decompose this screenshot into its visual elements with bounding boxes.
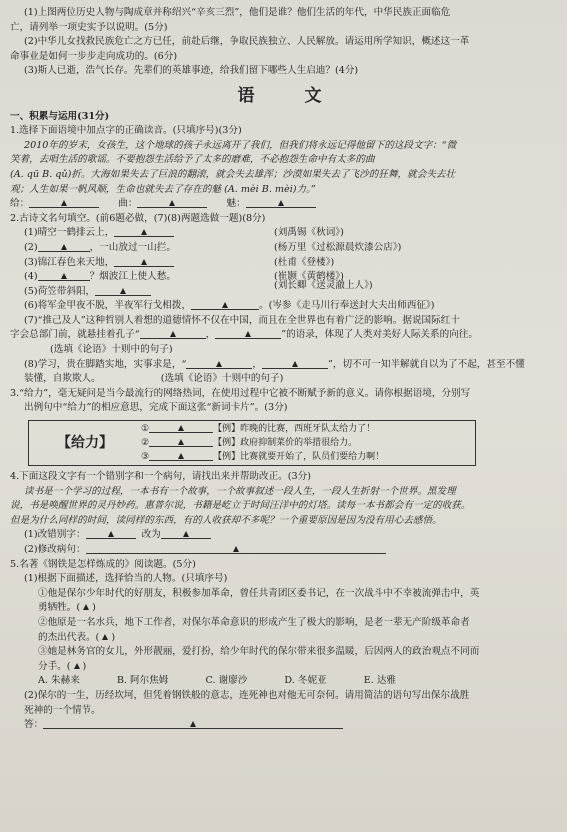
q4-passage-3: 但是为什么同样的时间，读同样的东西，有的人收获却不多呢？一个重要原因是因为没有用心去感悟。 bbox=[10, 514, 442, 526]
history-q2b: 命事业是如何一步步走向成功的。(6分) bbox=[10, 50, 178, 62]
triangle-icon bbox=[278, 200, 284, 206]
triangle-icon bbox=[233, 546, 239, 552]
card-line: ② 【例】政府抑制菜价的举措很给力。 bbox=[141, 438, 358, 449]
answer-blank[interactable] bbox=[149, 436, 213, 447]
triangle-icon bbox=[141, 259, 147, 265]
q5-choices bbox=[10, 674, 553, 689]
answer-blank[interactable] bbox=[95, 285, 151, 296]
triangle-icon bbox=[141, 229, 147, 235]
choice: E. 达雅 bbox=[363, 675, 397, 687]
card-line: ① 【例】昨晚的比赛，西班牙队太给力了！ bbox=[141, 424, 376, 435]
q1-answer-label: 给： bbox=[10, 198, 30, 210]
triangle-icon bbox=[120, 288, 126, 294]
q2-item-8c: 装懂，自欺欺人。 (选填《论语》十则中的句子) bbox=[24, 373, 284, 385]
triangle-icon bbox=[292, 361, 298, 367]
q5-option-3b: 分手。( ) bbox=[38, 660, 87, 672]
triangle-icon bbox=[178, 425, 184, 431]
triangle-icon bbox=[190, 721, 196, 727]
history-q1a: (1)上图两位历史人物与陶成章并称绍兴“辛亥三烈”，他们是谁？他们生活的年代，中华民族正面临危 bbox=[24, 7, 451, 18]
choice: D. 冬妮亚 bbox=[284, 675, 327, 687]
choice: C. 谢廖沙 bbox=[205, 675, 248, 687]
choice: A. 朱赫来 bbox=[38, 675, 80, 687]
q1-answer-label: 曲： bbox=[118, 198, 138, 210]
q2-stem: 2.古诗文名句填空。(前6题必做，(7)(8)两题选做一题)(8分) bbox=[10, 212, 266, 224]
q4-answer-1: (1)改错别字： 改为 bbox=[10, 528, 553, 543]
triangle-icon bbox=[178, 439, 184, 445]
q5-option-1b: 勇牺牲。( ) bbox=[38, 602, 96, 614]
triangle-icon bbox=[108, 531, 114, 537]
q3-stem-1: 3.“给力”，毫无疑问是当今最流行的网络热词，在使用过程中它被不断赋予新的意义。请你根据语境，分别写 bbox=[10, 387, 471, 399]
triangle-icon bbox=[169, 200, 175, 206]
answer-blank[interactable] bbox=[246, 197, 316, 208]
triangle-icon bbox=[222, 302, 228, 308]
q5-option-3a: ③她是林务官的女儿，外形靓丽，爱打扮，给少年时代的保尔带来很多温暖，后因两人的政治观点不同而 bbox=[38, 646, 480, 658]
triangle-icon bbox=[216, 361, 222, 367]
q2-item: (1)晴空一鹤排云上， (刘禹锡《秋词》) bbox=[24, 227, 344, 239]
triangle-icon bbox=[245, 331, 251, 337]
history-q2a: (2)中华儿女找救民族危亡之方已任，前赴后继，争取民族独立、人民解放。请运用所学知识，概述这一革 bbox=[24, 36, 470, 48]
q2-item-7d: (选填《论语》十则中的句子) bbox=[50, 344, 173, 356]
q5-sub-2a: (2)保尔的一生，历经坎坷，但凭着钢铁般的意志，连死神也对他无可奈何。请用简洁的语句写出保尔战胜 bbox=[24, 689, 470, 701]
q2-item: (4) ？烟波江上使人愁。 (崔颢《黄鹤楼》) bbox=[24, 271, 344, 283]
answer-blank[interactable] bbox=[191, 299, 259, 310]
q4-stem: 4.下面这段文字有一个错别字和一个病句，请找出来并帮助改正。(3分) bbox=[10, 471, 311, 483]
q2-item: (2) ，一山放过一山拦。 (杨万里《过松源晨炊漆公店》) bbox=[24, 241, 402, 253]
triangle-icon[interactable] bbox=[83, 604, 89, 610]
answer-blank[interactable] bbox=[38, 270, 90, 281]
q5-answer: 答： bbox=[10, 718, 553, 733]
triangle-icon bbox=[183, 531, 189, 537]
q1-passage-3: (A. qū B. qǔ)折。大海如果失去了巨浪的翻滚，就会失去雄浑；沙漠如果失去了飞沙的狂舞，就会失去壮 bbox=[10, 168, 456, 180]
triangle-icon bbox=[61, 244, 67, 250]
q1-passage-4: 观；人生如果一帆风顺，生命也就失去了存在的魅 (A. mèi B. mèi)力。” bbox=[10, 183, 316, 195]
answer-blank[interactable] bbox=[29, 197, 99, 208]
q1-passage-1: 2010年的岁末，女孩生，这个地球的孩子永远离开了我们，但我们将永远记得他留下的这段文字：“微 bbox=[24, 139, 457, 151]
card-title: 【给力】 bbox=[57, 434, 113, 451]
triangle-icon[interactable] bbox=[102, 634, 108, 640]
answer-blank[interactable] bbox=[38, 241, 90, 252]
page-title: 语 文 bbox=[237, 85, 344, 106]
answer-blank[interactable] bbox=[114, 256, 174, 267]
triangle-icon bbox=[178, 453, 184, 459]
triangle-icon[interactable] bbox=[74, 663, 80, 669]
q1-passage-2: 笑着，去唱生活的歌谣。不要抱怨生活给予了太多的磨难，不必抱怨生命中有太多的曲 bbox=[10, 154, 375, 166]
choice: B. 阿尔焦姆 bbox=[116, 675, 169, 687]
q5-option-2a: ②他原是一名水兵，地下工作者，对保尔革命意识的形成产生了极大的影响，是老一辈无产阶级革命者 bbox=[38, 616, 470, 628]
triangle-icon bbox=[61, 200, 67, 206]
q4-passage-2: 说，书是唤醒世界的灵丹妙药。惠普尔说，书籍是屹立于时间汪洋中的灯塔。读每一本书都会有一定的收获。 bbox=[10, 500, 471, 512]
answer-blank[interactable] bbox=[149, 450, 213, 461]
q5-sub-2b: 死神的一个情节。 bbox=[24, 704, 101, 716]
answer-blank[interactable] bbox=[86, 528, 136, 539]
q2-item-8: (8)学习，贵在脚踏实地，实事求是，“ ， ”，切不可一知半解就自以为了不起，甚至不懂 bbox=[24, 358, 525, 370]
q2-item: (3)锦江春色来天地， (杜甫《登楼》) bbox=[24, 256, 335, 268]
answer-blank[interactable] bbox=[43, 718, 343, 729]
q5-option-1a: ①他是保尔少年时代的好朋友，积极参加革命，曾任共青团区委书记，在一次战斗中不幸被流弹击中，英 bbox=[38, 587, 480, 599]
card-line: ③ 【例】比赛就要开始了，队员们要给力啊！ bbox=[141, 452, 385, 463]
answer-blank[interactable] bbox=[114, 226, 174, 237]
answer-blank[interactable] bbox=[161, 528, 211, 539]
history-q1b: 亡，请列举一项史实予以说明。(5分) bbox=[10, 21, 168, 33]
answer-blank[interactable] bbox=[149, 422, 213, 433]
q4-answer-2: (2)修改病句： bbox=[10, 543, 553, 558]
history-q3: (3)斯人已逝，浩气长存。先辈们的英雄事迹，给我们留下哪些人生启迪？(4分) bbox=[24, 65, 359, 77]
q2-item: (5)荷笠带斜阳， (刘长卿《送灵澈上人》) bbox=[24, 279, 373, 297]
q1-stem: 1.选择下面语境中加点字的正确读音。(只填序号)(3分) bbox=[10, 125, 242, 137]
answer-blank[interactable] bbox=[262, 358, 328, 369]
q1-answers bbox=[10, 197, 553, 212]
answer-blank[interactable] bbox=[215, 328, 281, 339]
q5-stem: 5.名著《钢铁是怎样炼成的》阅读题。(5分) bbox=[10, 558, 196, 570]
section-heading: 一、积累与运用(31分) bbox=[10, 110, 110, 122]
q2-item-7a: (7)“推己及人”这种哲别人着想的道德情怀不仅在中国，而且在全世界也有着广泛的影响。据说国际红十 bbox=[24, 314, 460, 326]
triangle-icon bbox=[61, 273, 67, 279]
answer-blank[interactable] bbox=[86, 543, 386, 554]
q4-passage-1: 读书是一个学习的过程，一本书有一个故事，一个故事叙述一段人生，一段人生折射一个世界。黑发理 bbox=[24, 485, 456, 497]
answer-blank[interactable] bbox=[186, 358, 252, 369]
q5-option-2b: 的杰出代表。( ) bbox=[38, 631, 116, 643]
answer-blank[interactable] bbox=[140, 328, 206, 339]
triangle-icon bbox=[170, 331, 176, 337]
q2-item-7b: 字会总部门前，就悬挂着孔子“ ， ”的语录，体现了人类对美好人际关系的向往。 bbox=[10, 329, 478, 341]
new-word-card bbox=[28, 420, 476, 466]
q5-sub-1: (1)根据下面描述，选择恰当的人物。(只填序号) bbox=[24, 573, 228, 585]
answer-blank[interactable] bbox=[137, 197, 207, 208]
q2-item-6: (6)将军金甲夜不脱，半夜军行戈相拨， 。(岑参《走马川行奉送封大夫出师西征》) bbox=[24, 300, 435, 312]
q3-stem-2: 出例句中“给力”的相应意思，完成下面这张“新词卡片”。(3分) bbox=[24, 402, 288, 414]
q1-answer-label: 魅： bbox=[226, 198, 246, 210]
